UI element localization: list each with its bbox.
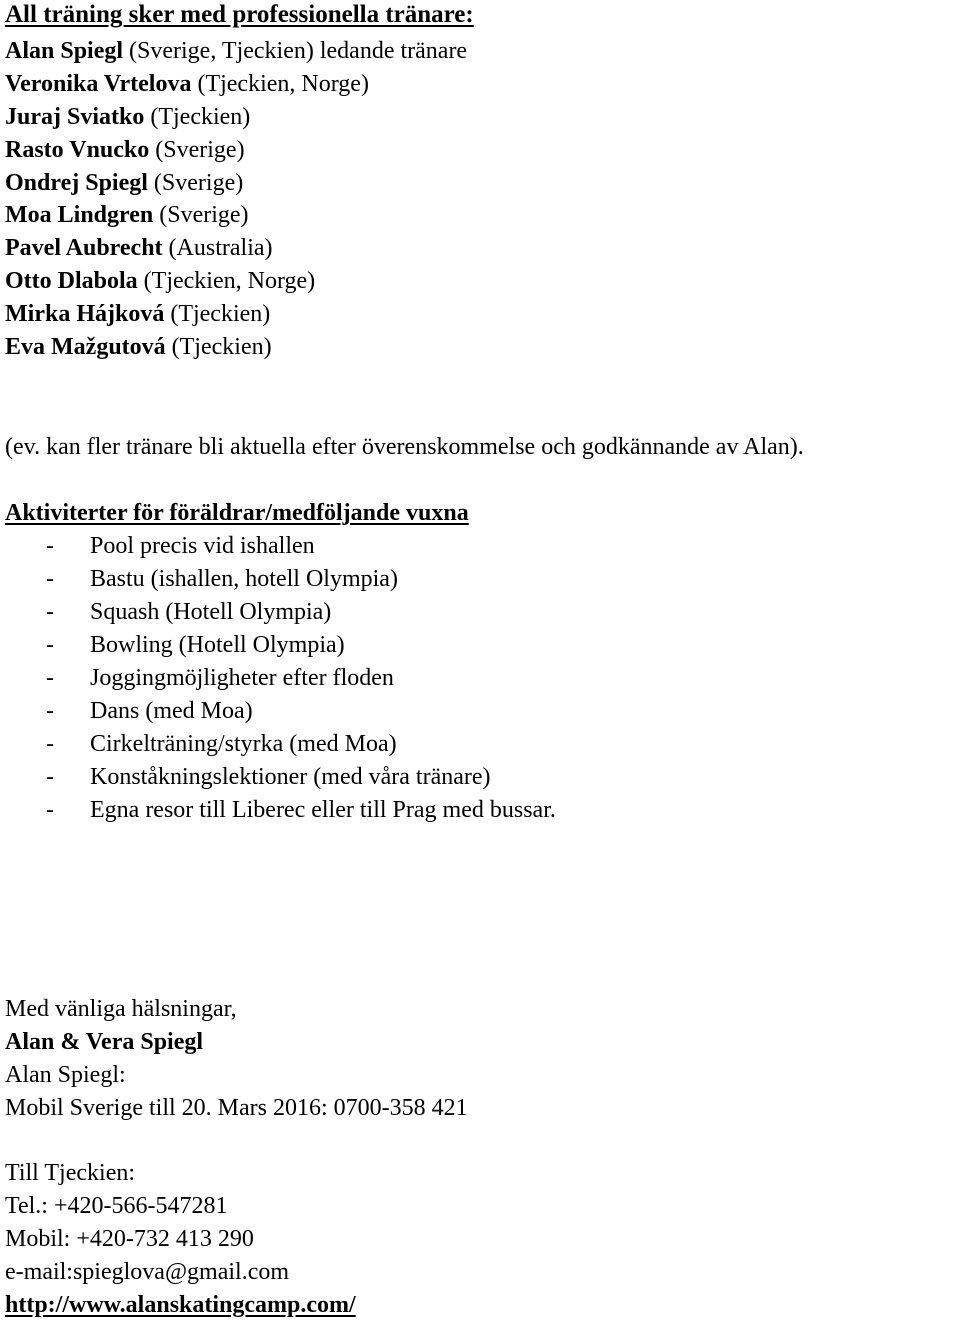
czech-tel: Tel.: +420-566-547281 <box>5 1193 228 1219</box>
activity-text: Joggingmöjligheter efter floden <box>90 665 394 691</box>
activity-item <box>46 795 556 825</box>
trainer-name: Pavel Aubrecht <box>5 235 163 261</box>
trainer-detail: (Tjeckien) <box>165 334 272 360</box>
trainer-item <box>5 102 250 132</box>
trainer-item <box>5 36 467 66</box>
bullet-dash: - <box>46 764 54 790</box>
bullet-dash: - <box>46 731 54 757</box>
trainer-name: Ondrej Spiegl <box>5 170 148 196</box>
bullet-dash: - <box>46 533 54 559</box>
trainer-item <box>5 299 270 329</box>
activity-item <box>46 597 331 627</box>
signature: Alan & Vera Spiegl <box>5 1029 204 1055</box>
trainer-name: Otto Dlabola <box>5 268 138 294</box>
bullet-dash: - <box>46 665 54 691</box>
trainer-item <box>5 200 249 230</box>
bullet-dash: - <box>46 797 54 823</box>
activity-text: Bowling (Hotell Olympia) <box>90 632 345 658</box>
trainer-name: Rasto Vnucko <box>5 137 150 163</box>
activity-item <box>46 762 491 792</box>
bullet-dash: - <box>46 566 54 592</box>
activity-item <box>46 663 394 693</box>
activity-text: Squash (Hotell Olympia) <box>90 599 332 625</box>
trainer-item <box>5 233 273 263</box>
activity-text: Bastu (ishallen, hotell Olympia) <box>90 566 398 592</box>
activity-text: Egna resor till Liberec eller till Prag med bussar. <box>90 797 556 823</box>
activity-text: Konståkningslektioner (med våra tränare) <box>90 764 491 790</box>
trainer-item <box>5 69 369 99</box>
activity-text: Cirkelträning/styrka (med Moa) <box>90 731 397 757</box>
trainer-item <box>5 168 243 198</box>
trainer-detail: (Sverige) <box>147 170 244 196</box>
trainer-item <box>5 332 272 362</box>
trainer-detail: (Australia) <box>162 235 273 261</box>
trainers-note: (ev. kan fler tränare bli aktuella efter överenskommelse och godkännande av Alan). <box>5 434 804 460</box>
czech-mobile: Mobil: +420-732 413 290 <box>5 1226 254 1252</box>
trainer-name: Juraj Sviatko <box>5 104 145 130</box>
trainer-detail: (Sverige) <box>153 202 249 228</box>
activity-item <box>46 696 253 726</box>
email-link[interactable]: e-mail:spieglova@gmail.com <box>5 1259 290 1285</box>
activity-item <box>46 729 397 759</box>
trainer-detail: (Tjeckien) <box>144 104 251 130</box>
trainer-detail: (Tjeckien) <box>164 301 271 327</box>
contact-name: Alan Spiegl: <box>5 1062 126 1088</box>
activity-text: Dans (med Moa) <box>90 698 253 724</box>
trainer-name: Alan Spiegl <box>5 38 124 64</box>
trainer-name: Eva Mažgutová <box>5 334 166 360</box>
trainer-detail: (Sverige) <box>149 137 245 163</box>
bullet-dash: - <box>46 632 54 658</box>
trainer-name: Mirka Hájková <box>5 301 165 327</box>
trainer-item <box>5 135 245 165</box>
trainer-detail: (Sverige, Tjeckien) ledande tränare <box>123 38 468 64</box>
activity-item <box>46 630 345 660</box>
website-link[interactable]: http://www.alanskatingcamp.com/ <box>5 1292 356 1318</box>
trainer-name: Veronika Vrtelova <box>5 71 192 97</box>
activity-item <box>46 564 398 594</box>
trainer-name: Moa Lindgren <box>5 202 154 228</box>
greeting: Med vänliga hälsningar, <box>5 996 237 1022</box>
activity-item <box>46 531 315 561</box>
trainers-heading: All träning sker med professionella tränare: <box>5 1 474 28</box>
bullet-dash: - <box>46 599 54 625</box>
mobile-sweden: Mobil Sverige till 20. Mars 2016: 0700-358 421 <box>5 1095 468 1121</box>
activities-heading: Aktiviterter för föräldrar/medföljande vuxna <box>5 500 469 526</box>
bullet-dash: - <box>46 698 54 724</box>
trainer-item <box>5 266 315 296</box>
trainer-detail: (Tjeckien, Norge) <box>191 71 369 97</box>
czech-heading: Till Tjeckien: <box>5 1160 136 1186</box>
trainer-detail: (Tjeckien, Norge) <box>137 268 316 294</box>
activity-text: Pool precis vid ishallen <box>90 533 315 559</box>
website-line <box>5 1290 356 1320</box>
